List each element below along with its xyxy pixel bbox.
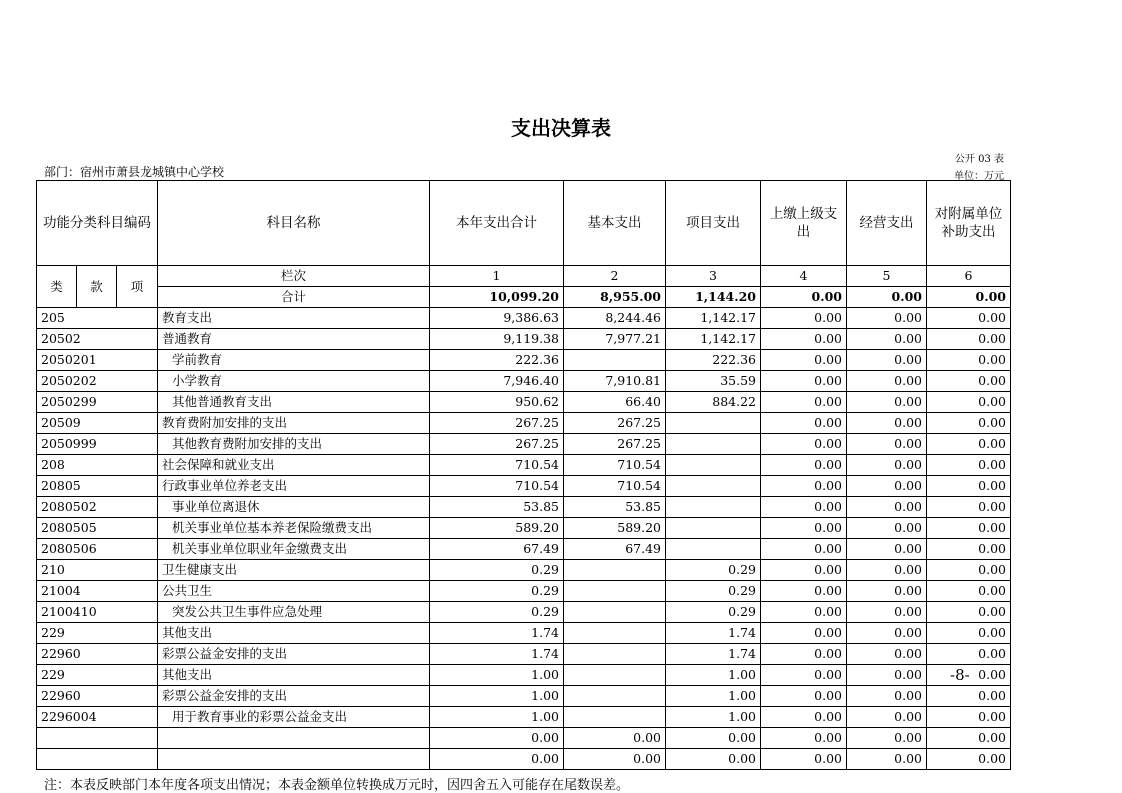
row-name: 其他支出 (158, 623, 430, 644)
total-upper: 0.00 (761, 287, 847, 308)
row-basic (564, 560, 666, 581)
row-project: 35.59 (666, 371, 761, 392)
header-code: 功能分类科目编码 (37, 181, 158, 266)
row-code: 2050299 (37, 392, 158, 413)
row-business: 0.00 (847, 707, 927, 728)
table-row (37, 728, 1011, 749)
row-name (158, 749, 430, 770)
row-total: 710.54 (430, 476, 564, 497)
row-name (158, 728, 430, 749)
row-subsidy: 0.00 (927, 329, 1011, 350)
row-subsidy: 0.00 (927, 686, 1011, 707)
row-basic: 53.85 (564, 497, 666, 518)
row-basic: 66.40 (564, 392, 666, 413)
row-business: 0.00 (847, 623, 927, 644)
row-business: 0.00 (847, 560, 927, 581)
table-row (37, 644, 1011, 665)
row-business: 0.00 (847, 371, 927, 392)
table-row (37, 455, 1011, 476)
row-subsidy: 0.00 (927, 518, 1011, 539)
row-name: 其他支出 (158, 665, 430, 686)
total-label: 合计 (158, 287, 430, 308)
total-total: 10,099.20 (430, 287, 564, 308)
row-business: 0.00 (847, 413, 927, 434)
row-upper: 0.00 (761, 623, 847, 644)
row-upper: 0.00 (761, 329, 847, 350)
table-row (37, 413, 1011, 434)
row-upper: 0.00 (761, 434, 847, 455)
row-subsidy: 0.00 (927, 560, 1011, 581)
row-code: 229 (37, 623, 158, 644)
table-row (37, 665, 1011, 686)
department-label: 部门：宿州市萧县龙城镇中心学校 (44, 165, 225, 179)
header-business: 经营支出 (847, 181, 927, 266)
row-name: 教育费附加安排的支出 (158, 413, 430, 434)
row-upper: 0.00 (761, 581, 847, 602)
row-basic: 710.54 (564, 455, 666, 476)
row-business: 0.00 (847, 728, 927, 749)
row-basic: 8,244.46 (564, 308, 666, 329)
row-project: 1,142.17 (666, 308, 761, 329)
row-basic (564, 644, 666, 665)
footnote: 注：本表反映部门本年度各项支出情况；本表金额单位转换成万元时，因四舍五入可能存在尾数误差。 (44, 778, 630, 793)
row-total: 222.36 (430, 350, 564, 371)
header-total: 本年支出合计 (430, 181, 564, 266)
row-code: 210 (37, 560, 158, 581)
row-subsidy: 0.00 (927, 308, 1011, 329)
row-project: 1,142.17 (666, 329, 761, 350)
row-upper: 0.00 (761, 371, 847, 392)
row-upper: 0.00 (761, 644, 847, 665)
row-name: 突发公共卫生事件应急处理 (158, 602, 430, 623)
row-code (37, 749, 158, 770)
table-row (37, 476, 1011, 497)
row-code: 20502 (37, 329, 158, 350)
table-row (37, 308, 1011, 329)
row-upper: 0.00 (761, 392, 847, 413)
row-basic (564, 350, 666, 371)
row-subsidy: 0.00 (927, 749, 1011, 770)
row-total: 1.74 (430, 644, 564, 665)
row-name: 其他普通教育支出 (158, 392, 430, 413)
table-row (37, 749, 1011, 770)
table-row (37, 539, 1011, 560)
row-business: 0.00 (847, 434, 927, 455)
column-index-row (37, 266, 1011, 287)
row-upper: 0.00 (761, 707, 847, 728)
page-number: -8- (950, 666, 970, 684)
row-code: 22960 (37, 644, 158, 665)
row-code: 2080502 (37, 497, 158, 518)
row-upper: 0.00 (761, 665, 847, 686)
row-total: 67.49 (430, 539, 564, 560)
row-code: 20509 (37, 413, 158, 434)
row-name: 普通教育 (158, 329, 430, 350)
row-name: 社会保障和就业支出 (158, 455, 430, 476)
row-basic (564, 581, 666, 602)
row-basic: 267.25 (564, 413, 666, 434)
table-row (37, 560, 1011, 581)
row-subsidy: 0.00 (927, 707, 1011, 728)
row-upper: 0.00 (761, 413, 847, 434)
expenditure-table (36, 180, 1011, 770)
row-project: 0.00 (666, 749, 761, 770)
row-total: 1.00 (430, 686, 564, 707)
row-subsidy: 0.00 (927, 539, 1011, 560)
row-subsidy: 0.00 (927, 434, 1011, 455)
row-subsidy: 0.00 (927, 728, 1011, 749)
row-total: 0.29 (430, 560, 564, 581)
row-code: 20805 (37, 476, 158, 497)
row-name: 卫生健康支出 (158, 560, 430, 581)
row-total: 1.74 (430, 623, 564, 644)
row-subsidy: 0.00 (927, 497, 1011, 518)
row-basic: 267.25 (564, 434, 666, 455)
row-subsidy: 0.00 (927, 371, 1011, 392)
row-project: 0.00 (666, 728, 761, 749)
form-number: 公开 03 表 (954, 154, 1004, 165)
row-code: 22960 (37, 686, 158, 707)
row-basic: 67.49 (564, 539, 666, 560)
row-business: 0.00 (847, 476, 927, 497)
table-row (37, 350, 1011, 371)
row-upper: 0.00 (761, 497, 847, 518)
row-code: 229 (37, 665, 158, 686)
row-total: 950.62 (430, 392, 564, 413)
header-xiang: 项 (117, 266, 158, 308)
row-code: 208 (37, 455, 158, 476)
row-total: 0.29 (430, 581, 564, 602)
row-upper: 0.00 (761, 686, 847, 707)
row-total: 0.00 (430, 749, 564, 770)
row-upper: 0.00 (761, 518, 847, 539)
col-index-6: 6 (927, 266, 1011, 287)
row-project: 1.00 (666, 707, 761, 728)
row-code: 2080505 (37, 518, 158, 539)
row-subsidy: 0.00 (927, 581, 1011, 602)
row-subsidy: 0.00 (927, 476, 1011, 497)
row-project (666, 518, 761, 539)
row-code: 2100410 (37, 602, 158, 623)
row-total: 267.25 (430, 413, 564, 434)
table-row (37, 686, 1011, 707)
total-business: 0.00 (847, 287, 927, 308)
row-name: 机关事业单位职业年金缴费支出 (158, 539, 430, 560)
row-total: 0.00 (430, 728, 564, 749)
table-row (37, 392, 1011, 413)
header-basic: 基本支出 (564, 181, 666, 266)
header-project: 项目支出 (666, 181, 761, 266)
table-row (37, 434, 1011, 455)
row-code: 2080506 (37, 539, 158, 560)
row-upper: 0.00 (761, 728, 847, 749)
row-total: 7,946.40 (430, 371, 564, 392)
row-basic: 0.00 (564, 728, 666, 749)
row-business: 0.00 (847, 392, 927, 413)
header-lanci: 栏次 (158, 266, 430, 287)
row-business: 0.00 (847, 518, 927, 539)
row-business: 0.00 (847, 350, 927, 371)
row-business: 0.00 (847, 329, 927, 350)
row-project (666, 497, 761, 518)
row-code: 2050999 (37, 434, 158, 455)
row-code: 2296004 (37, 707, 158, 728)
row-name: 用于教育事业的彩票公益金支出 (158, 707, 430, 728)
col-index-5: 5 (847, 266, 927, 287)
row-subsidy: 0.00 (927, 392, 1011, 413)
row-business: 0.00 (847, 686, 927, 707)
table-row (37, 623, 1011, 644)
page-title: 支出决算表 (511, 116, 611, 140)
header-kuan: 款 (77, 266, 117, 308)
row-name: 机关事业单位基本养老保险缴费支出 (158, 518, 430, 539)
row-name: 小学教育 (158, 371, 430, 392)
row-name: 事业单位离退休 (158, 497, 430, 518)
row-basic (564, 686, 666, 707)
row-basic (564, 602, 666, 623)
row-name: 学前教育 (158, 350, 430, 371)
row-business: 0.00 (847, 665, 927, 686)
row-subsidy: 0.00 (927, 665, 1011, 686)
col-index-4: 4 (761, 266, 847, 287)
header-row (37, 181, 1011, 266)
row-upper: 0.00 (761, 602, 847, 623)
row-business: 0.00 (847, 539, 927, 560)
row-upper: 0.00 (761, 350, 847, 371)
row-project: 222.36 (666, 350, 761, 371)
row-subsidy: 0.00 (927, 602, 1011, 623)
row-project (666, 539, 761, 560)
table-row (37, 602, 1011, 623)
row-business: 0.00 (847, 602, 927, 623)
row-subsidy: 0.00 (927, 413, 1011, 434)
row-basic (564, 665, 666, 686)
row-project: 1.74 (666, 644, 761, 665)
row-upper: 0.00 (761, 476, 847, 497)
table-row (37, 518, 1011, 539)
row-upper: 0.00 (761, 539, 847, 560)
col-index-1: 1 (430, 266, 564, 287)
row-upper: 0.00 (761, 560, 847, 581)
row-project (666, 476, 761, 497)
row-upper: 0.00 (761, 749, 847, 770)
row-code: 2050202 (37, 371, 158, 392)
row-name: 彩票公益金安排的支出 (158, 686, 430, 707)
total-subsidy: 0.00 (927, 287, 1011, 308)
header-subsidy: 对附属单位补助支出 (927, 181, 1011, 266)
row-basic: 589.20 (564, 518, 666, 539)
row-code: 21004 (37, 581, 158, 602)
row-project (666, 455, 761, 476)
row-business: 0.00 (847, 749, 927, 770)
row-project: 1.74 (666, 623, 761, 644)
row-name: 其他教育费附加安排的支出 (158, 434, 430, 455)
col-index-2: 2 (564, 266, 666, 287)
row-code (37, 728, 158, 749)
row-business: 0.00 (847, 308, 927, 329)
col-index-3: 3 (666, 266, 761, 287)
row-subsidy: 0.00 (927, 644, 1011, 665)
row-basic: 7,910.81 (564, 371, 666, 392)
row-name: 行政事业单位养老支出 (158, 476, 430, 497)
row-name: 教育支出 (158, 308, 430, 329)
row-project (666, 434, 761, 455)
row-project: 1.00 (666, 665, 761, 686)
row-project: 884.22 (666, 392, 761, 413)
row-project (666, 413, 761, 434)
row-project: 0.29 (666, 581, 761, 602)
row-subsidy: 0.00 (927, 623, 1011, 644)
row-basic (564, 623, 666, 644)
table-row (37, 581, 1011, 602)
header-lei: 类 (37, 266, 77, 308)
row-upper: 0.00 (761, 308, 847, 329)
row-project: 0.29 (666, 602, 761, 623)
header-upper: 上缴上级支出 (761, 181, 847, 266)
row-total: 1.00 (430, 665, 564, 686)
table-row (37, 371, 1011, 392)
row-basic: 0.00 (564, 749, 666, 770)
table-row (37, 329, 1011, 350)
row-business: 0.00 (847, 581, 927, 602)
row-total: 1.00 (430, 707, 564, 728)
header-name: 科目名称 (158, 181, 430, 266)
row-total: 9,119.38 (430, 329, 564, 350)
row-total: 9,386.63 (430, 308, 564, 329)
table-row (37, 707, 1011, 728)
row-name: 公共卫生 (158, 581, 430, 602)
row-upper: 0.00 (761, 455, 847, 476)
row-code: 2050201 (37, 350, 158, 371)
row-basic (564, 707, 666, 728)
row-code: 205 (37, 308, 158, 329)
row-business: 0.00 (847, 644, 927, 665)
row-basic: 7,977.21 (564, 329, 666, 350)
row-subsidy: 0.00 (927, 455, 1011, 476)
row-subsidy: 0.00 (927, 350, 1011, 371)
row-total: 710.54 (430, 455, 564, 476)
total-row (37, 287, 1011, 308)
row-project: 0.29 (666, 560, 761, 581)
row-total: 0.29 (430, 602, 564, 623)
table-row (37, 497, 1011, 518)
total-project: 1,144.20 (666, 287, 761, 308)
row-business: 0.00 (847, 455, 927, 476)
total-basic: 8,955.00 (564, 287, 666, 308)
row-basic: 710.54 (564, 476, 666, 497)
row-business: 0.00 (847, 497, 927, 518)
row-total: 589.20 (430, 518, 564, 539)
row-total: 267.25 (430, 434, 564, 455)
row-total: 53.85 (430, 497, 564, 518)
unit-label: 单位：万元 (954, 171, 1004, 182)
row-name: 彩票公益金安排的支出 (158, 644, 430, 665)
row-project: 1.00 (666, 686, 761, 707)
